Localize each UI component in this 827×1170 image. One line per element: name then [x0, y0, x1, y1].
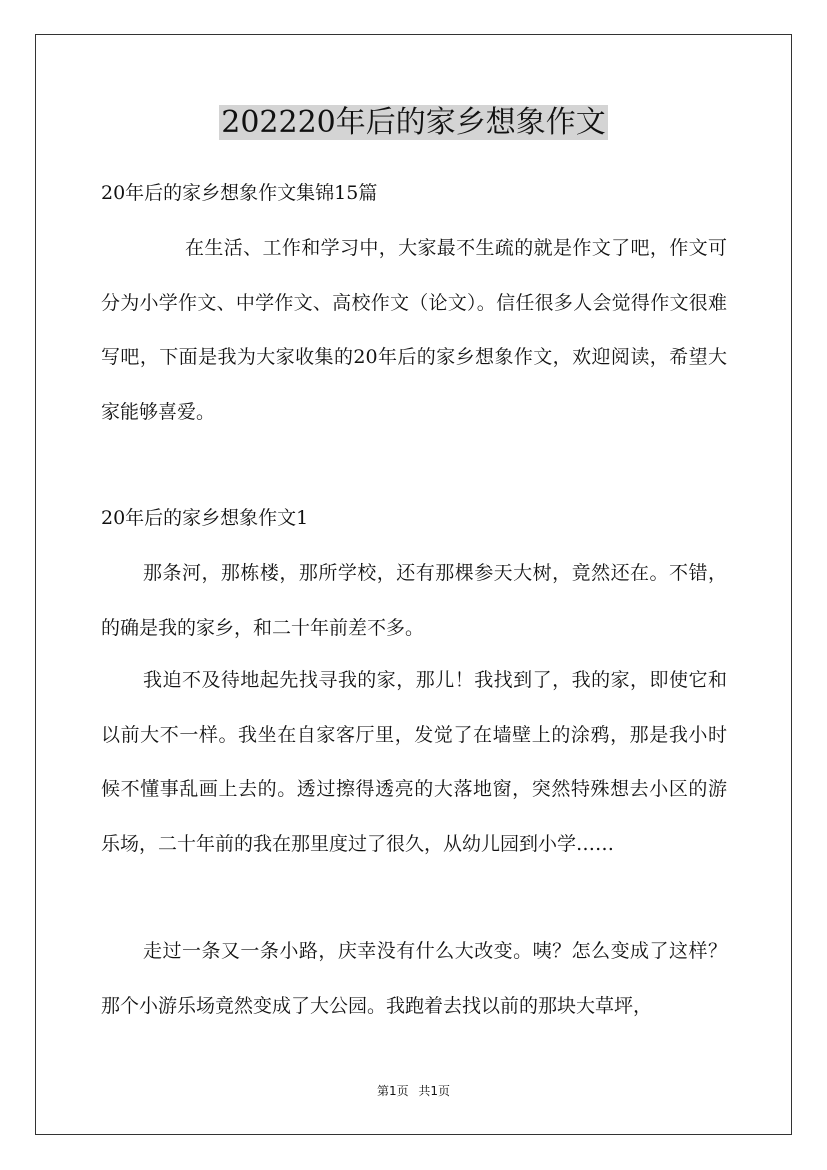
document-title-text: 202220年后的家乡想象作文 — [221, 105, 606, 140]
body-paragraph-1: 那条河，那栋楼，那所学校，还有那棵参天大树，竟然还在。不错，的确是我的家乡，和二十年前差不多。 — [101, 562, 727, 639]
body-paragraph-2: 我迫不及待地起先找寻我的家，那儿！我找到了，我的家，即使它和以前大不一样。我坐在自家客厅里，发觉了在墙壁上的涂鸦，那是我小时候不懂事乱画上去的。透过擦得透亮的大落地窗，突然特殊想去小区的游乐场，二十年前的我在那里度过了很久，从幼儿园到小学…… — [101, 669, 727, 855]
section-heading: 20年后的家乡想象作文1 — [101, 507, 309, 529]
page-number: 第1页 — [376, 1084, 409, 1098]
document-subtitle: 20年后的家乡想象作文集锦15篇 — [101, 182, 378, 204]
page-total: 共1页 — [418, 1084, 451, 1098]
document-title — [0, 101, 827, 145]
intro-paragraph: 在生活、工作和学习中，大家最不生疏的就是作文了吧，作文可分为小学作文、中学作文、高校作文（论文）。信任很多人会觉得作文很难写吧，下面是我为大家收集的20年后的家乡想象作文，欢迎阅读，希望大家能够喜爱。 — [101, 237, 727, 423]
page-footer — [0, 1082, 827, 1100]
body-paragraph-3: 走过一条又一条小路，庆幸没有什么大改变。咦？怎么变成了这样？那个小游乐场竟然变成了大公园。我跑着去找以前的那块大草坪， — [101, 940, 727, 1017]
